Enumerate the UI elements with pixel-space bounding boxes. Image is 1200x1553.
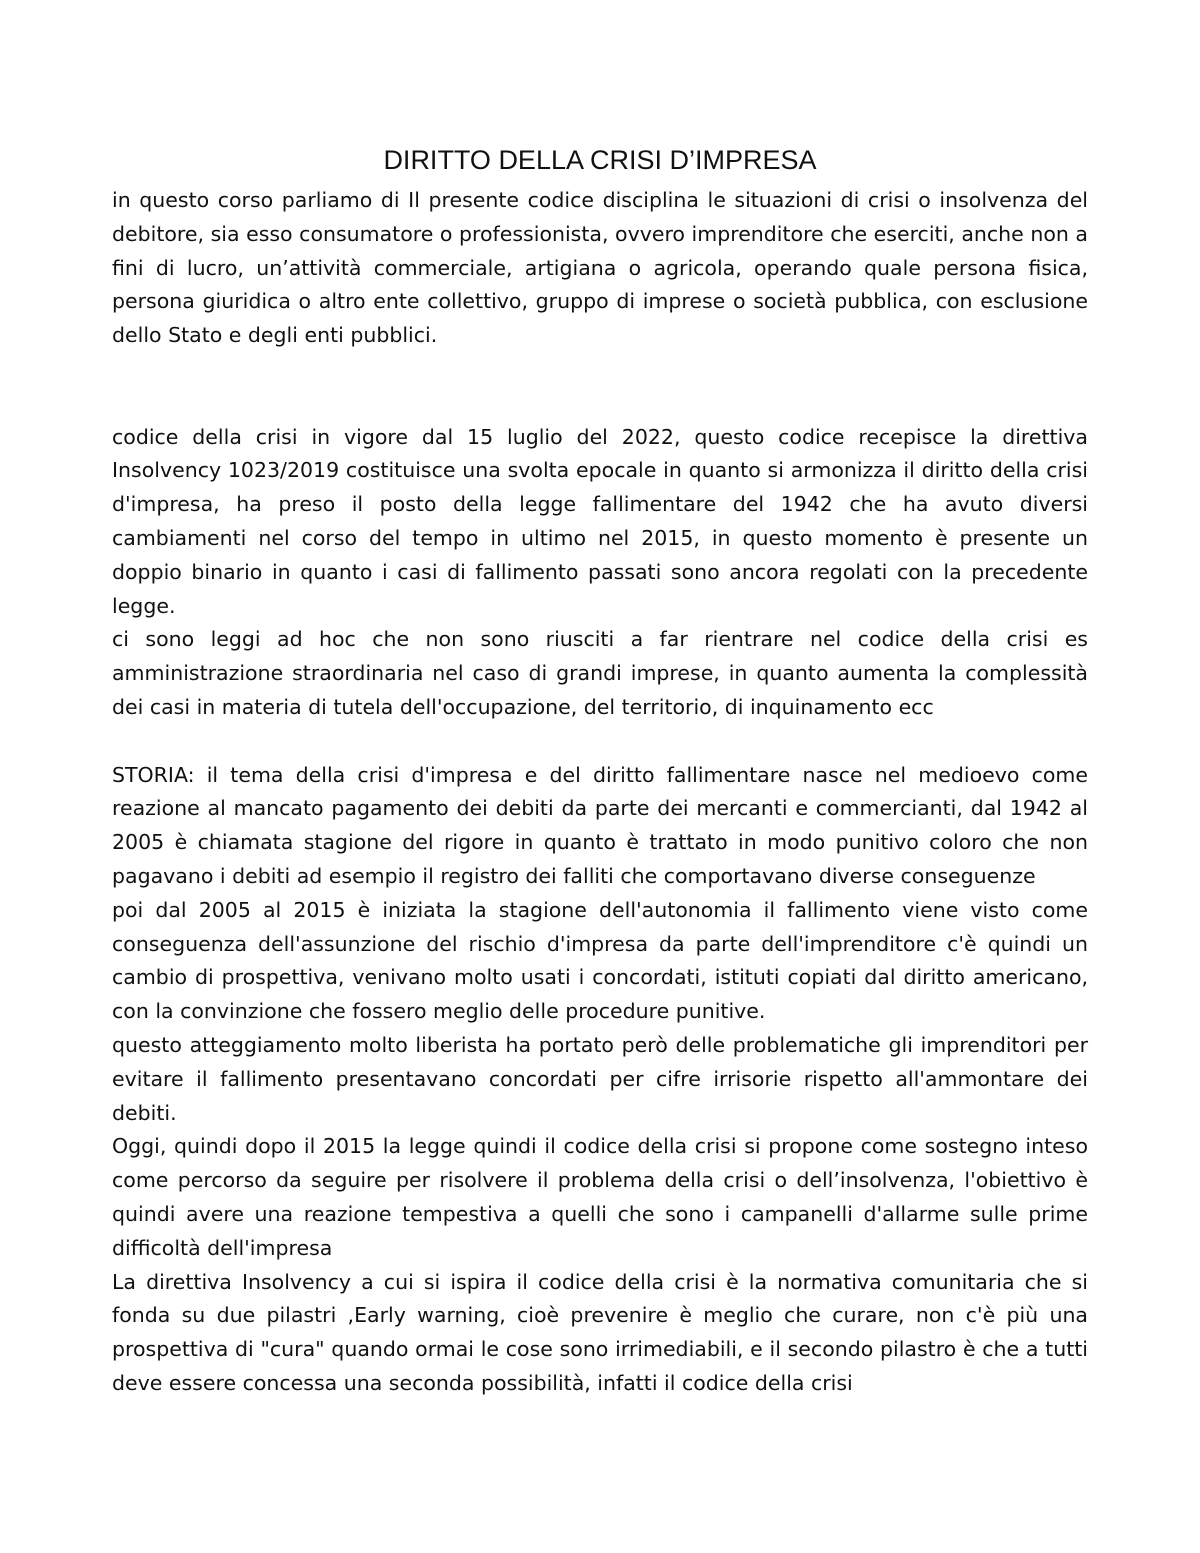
paragraph-autonomia: poi dal 2005 al 2015 è iniziata la stagione dell'autonomia il fallimento viene visto come conseguenza dell'assunzione del rischio d'impresa da parte dell'imprenditore c'è quindi un cambio di prospettiva, venivano molto usati i concordati, istituti copiati dal diritto americano, con la convinzione che fossero meglio delle procedure punitive. [112, 897, 1088, 1024]
paragraph-spacer [112, 387, 1088, 421]
paragraph-codice: codice della crisi in vigore dal 15 luglio del 2022, questo codice recepisce la direttiva Insolvency 1023/2019 costituisce una svolta epocale in quanto si armonizza il diritto della crisi d'impresa, ha preso il posto della legge fallimentare del 1942 che ha avuto diversi cambiamenti nel corso del tempo in ultimo nel 2015, in questo momento è presente un doppio binario in quanto i casi di fallimento passati sono ancora regolati con la precedente legge. [112, 424, 1088, 618]
paragraph-oggi: Oggi, quindi dopo il 2015 la legge quindi il codice della crisi si propone come sostegno inteso come percorso da seguire per risolvere il problema della crisi o dell’insolvenza, l'obiettivo è quindi avere una reazione tempestiva a quelli che sono i campanelli d'allarme sulle prime difficoltà dell'impresa [112, 1134, 1088, 1260]
paragraph-intro: in questo corso parliamo di Il presente codice disciplina le situazioni di crisi o insolvenza del debitore, sia esso consumatore o professionista, ovvero imprenditore che eserciti, anche non a fini di lucro, un’attività commerciale, artigiana o agricola, operando quale persona fisica, persona giuridica o altro ente collettivo, gruppo di imprese o società pubblica, con esclusione dello Stato e degli enti pubblici. [112, 188, 1088, 348]
paragraph-spacer [112, 353, 1088, 387]
paragraph-storia: STORIA: il tema della crisi d'impresa e del diritto fallimentare nasce nel medioevo come reazione al mancato pagamento dei debiti da parte dei mercanti e commercianti, dal 1942 al 2005 è chiamata stagione del rigore in quanto è trattato in modo punitivo coloro che non pagavano i debiti ad esempio il registro dei falliti che comportavano diverse conseguenze [112, 762, 1088, 888]
document-title: DIRITTO DELLA CRISI D’IMPRESA [383, 145, 817, 175]
paragraph-leggi-ad-hoc: ci sono leggi ad hoc che non sono riusciti a far rientrare nel codice della crisi es amministrazione straordinaria nel caso di grandi imprese, in quanto aumenta la complessità dei casi in materia di tutela dell'occupazione, del territorio, di inquinamento ecc [112, 627, 1088, 719]
paragraph-spacer [112, 725, 1088, 759]
paragraph-direttiva: La direttiva Insolvency a cui si ispira il codice della crisi è la normativa comunitaria che si fonda su due pilastri ,Early warning, cioè prevenire è meglio che curare, non c'è più una prospettiva di "cura" quando ormai le cose sono irrimediabili, e il secondo pilastro è che a tutti deve essere concessa una seconda possibilità, infatti il codice della crisi [112, 1269, 1088, 1395]
document-body [112, 184, 1088, 1401]
paragraph-liberista: questo atteggiamento molto liberista ha portato però delle problematiche gli imprenditori per evitare il fallimento presentavano concordati per cifre irrisorie rispetto all'ammontare dei debiti. [112, 1032, 1088, 1125]
